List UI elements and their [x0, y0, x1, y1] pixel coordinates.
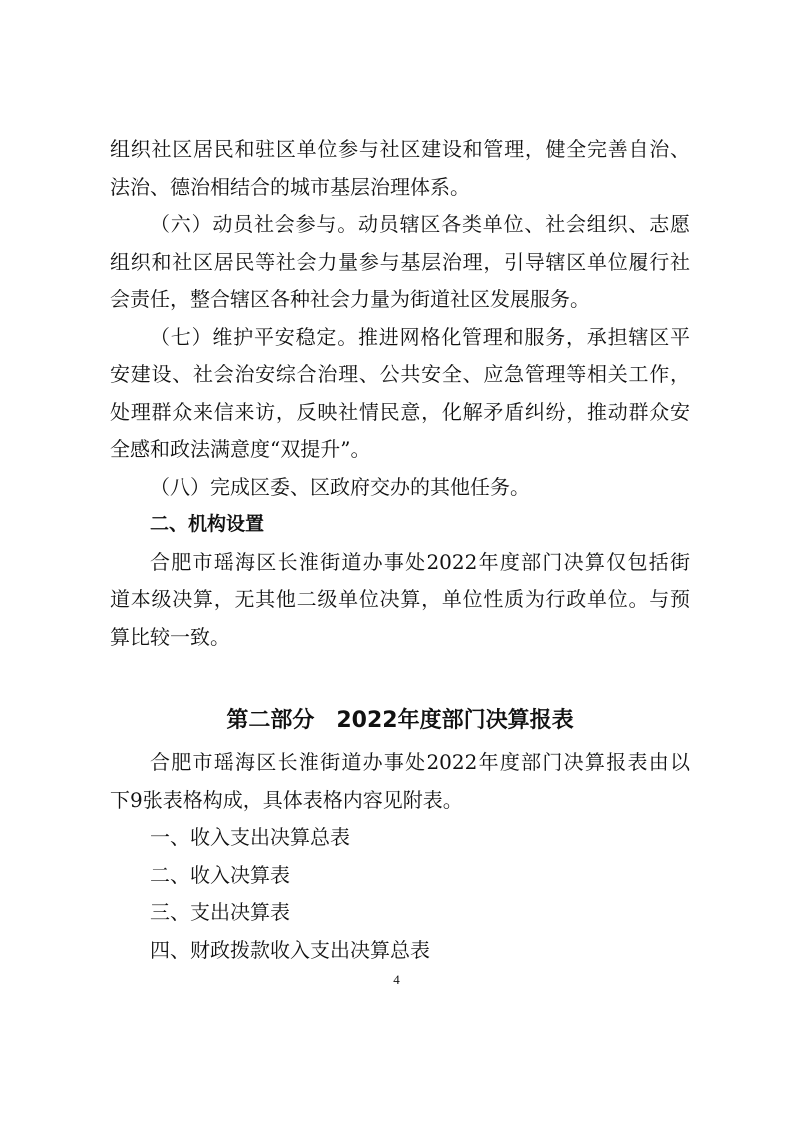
paragraph-line: 组织和社区居民等社会力量参与基层治理，引导辖区单位履行社 — [110, 249, 690, 274]
section-heading: 二、机构设置 — [150, 513, 265, 535]
list-item: 一、收入支出决算总表 — [150, 825, 350, 849]
paragraph-line: （八）完成区委、区政府交办的其他任务。 — [150, 474, 530, 499]
list-item: 三、支出决算表 — [150, 900, 290, 924]
paragraph-line: 全感和政法满意度“双提升”。 — [110, 437, 371, 461]
spacer — [110, 656, 690, 698]
paragraph-line: 合肥市瑶海区长淮街道办事处2022年度部门决算报表由以 — [150, 750, 690, 774]
paragraph-line: 算比较一致。 — [110, 624, 230, 649]
paragraph-line: 下9张表格构成，具体表格内容见附表。 — [110, 787, 463, 812]
paragraph-line: 道本级决算，无其他二级单位决算，单位性质为行政单位。与预 — [110, 587, 690, 611]
document-body — [110, 131, 690, 969]
paragraph-line: 组织社区居民和驻区单位参与社区建设和管理，健全完善自治、 — [110, 137, 690, 161]
paragraph-line: 会责任，整合辖区各种社会力量为街道社区发展服务。 — [110, 287, 590, 311]
part-title: 第二部分 2022年度部门决算报表 — [226, 708, 574, 733]
paragraph-line: 法治、德治相结合的城市基层治理体系。 — [110, 174, 470, 199]
list-item: 二、收入决算表 — [150, 862, 290, 887]
paragraph-line: （七）维护平安稳定。推进网格化管理和服务，承担辖区平 — [150, 324, 690, 349]
page-number: 4 — [393, 972, 400, 987]
list-item: 四、财政拨款收入支出决算总表 — [150, 937, 430, 962]
paragraph-line: 处理群众来信来访，反映社情民意，化解矛盾纠纷，推动群众安 — [110, 399, 690, 424]
paragraph-line: （六）动员社会参与。动员辖区各类单位、社会组织、志愿 — [150, 212, 690, 236]
paragraph-line: 合肥市瑶海区长淮街道办事处2022年度部门决算仅包括街 — [150, 549, 690, 574]
paragraph-line: 安建设、社会治安综合治理、公共安全、应急管理等相关工作， — [110, 362, 690, 386]
